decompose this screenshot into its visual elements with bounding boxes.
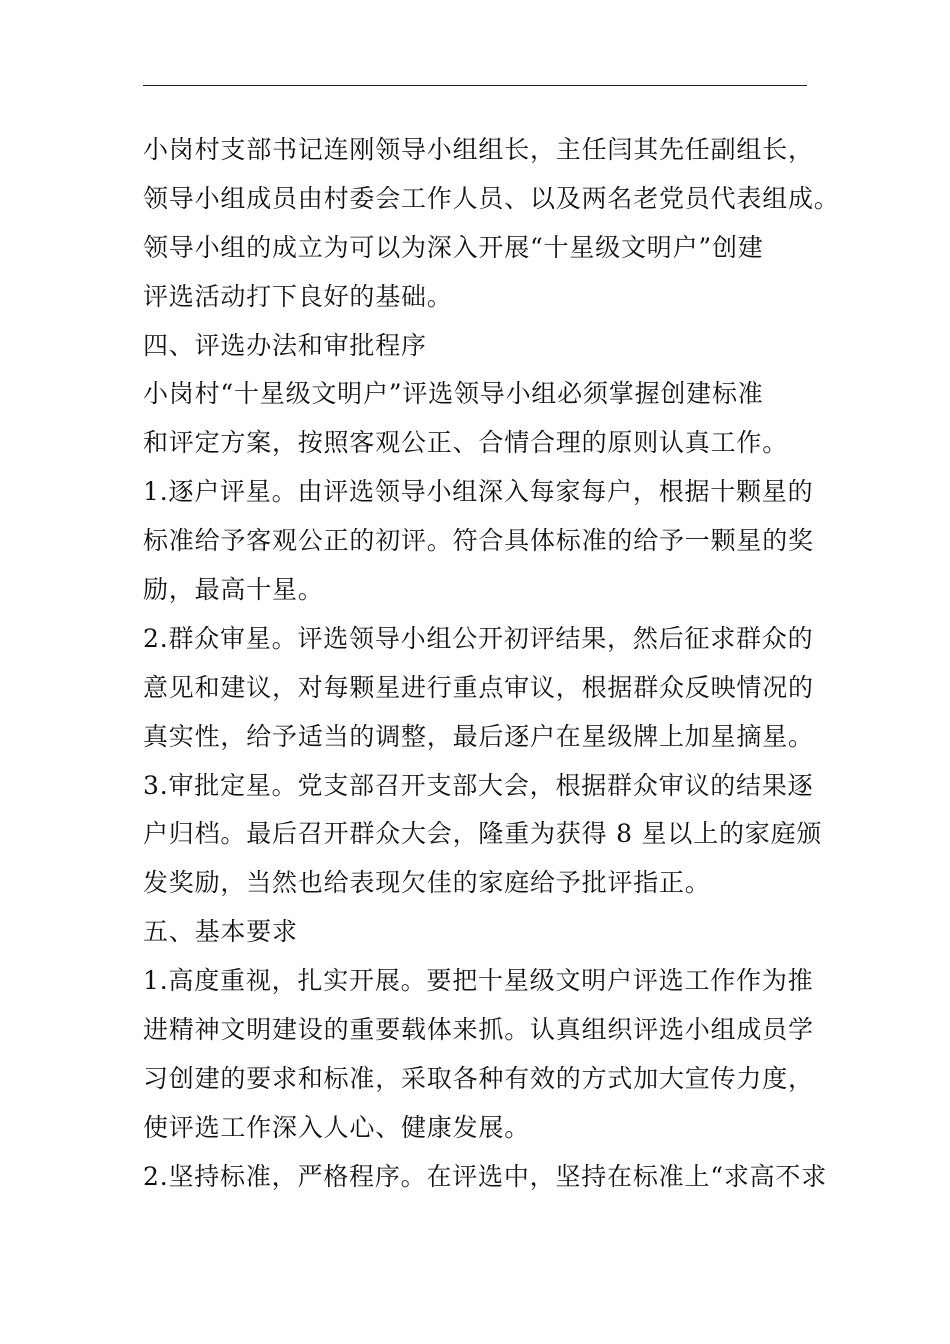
text-line: 励，最高十星。	[143, 575, 324, 605]
text-line: 标准给予客观公正的初评。符合具体标准的给予一颗星的奖	[143, 526, 814, 556]
text-line: 和评定方案，按照客观公正、合情合理的原则认真工作。	[143, 428, 789, 458]
document-body	[143, 126, 840, 1202]
section-heading: 五、基本要求	[143, 917, 298, 947]
text-line: 发奖励，当然也给表现欠佳的家庭给予批评指正。	[143, 868, 711, 898]
text-line: 2.群众审星。评选领导小组公开初评结果，然后征求群众的	[143, 623, 814, 653]
text-line: 户归档。最后召开群众大会，隆重为获得 8 星以上的家庭颁	[143, 819, 823, 849]
header-rule	[143, 85, 807, 86]
text-line: 1.逐户评星。由评选领导小组深入每家每户，根据十颗星的	[143, 477, 814, 507]
text-line: 2.坚持标准，严格程序。在评选中，坚持在标准上“求高不求	[143, 1161, 828, 1191]
text-line: 真实性，给予适当的调整，最后逐户在星级牌上加星摘星。	[143, 721, 814, 751]
text-line: 领导小组成员由村委会工作人员、以及两名老党员代表组成。	[143, 183, 840, 213]
text-line: 评选活动打下良好的基础。	[143, 281, 453, 311]
text-line: 意见和建议，对每颗星进行重点审议，根据群众反映情况的	[143, 672, 814, 702]
text-line: 1.高度重视，扎实开展。要把十星级文明户评选工作作为推	[143, 966, 814, 996]
text-line: 使评选工作深入人心、健康发展。	[143, 1112, 531, 1142]
text-line: 小岗村“十星级文明户”评选领导小组必须掌握创建标准	[143, 379, 764, 409]
text-line: 领导小组的成立为可以为深入开展“十星级文明户”创建	[143, 232, 764, 262]
text-line: 3.审批定星。党支部召开支部大会，根据群众审议的结果逐	[143, 770, 814, 800]
text-line: 进精神文明建设的重要载体来抓。认真组织评选小组成员学	[143, 1015, 814, 1045]
text-line: 习创建的要求和标准，采取各种有效的方式加大宣传力度，	[143, 1063, 814, 1093]
section-heading: 四、评选办法和审批程序	[143, 330, 427, 360]
text-line: 小岗村支部书记连刚领导小组组长，主任闫其先任副组长，	[143, 135, 814, 164]
